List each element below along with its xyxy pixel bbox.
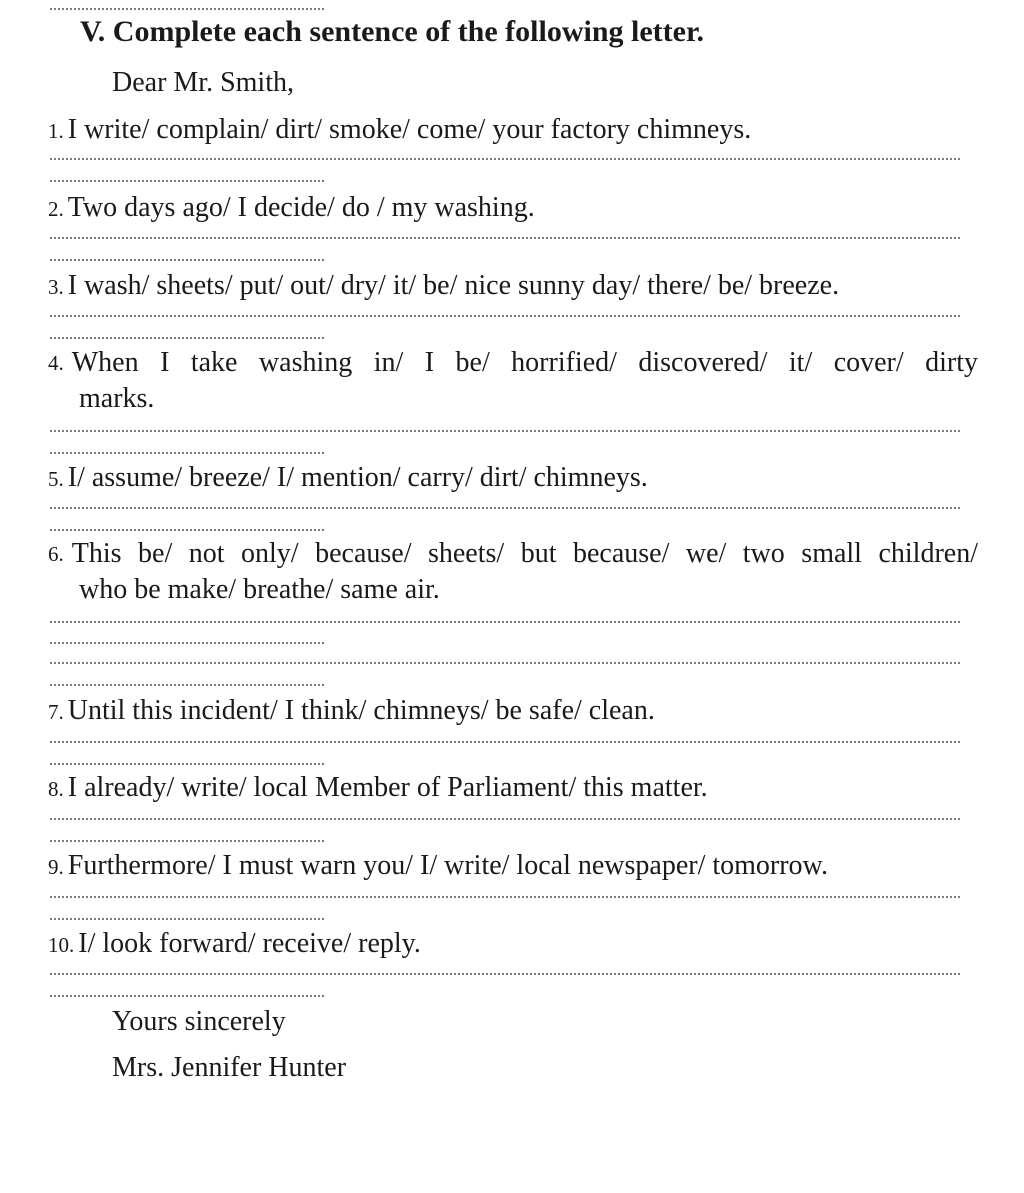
item-number: 6.: [48, 542, 64, 566]
answer-line[interactable]: [50, 896, 960, 898]
item-number: 3.: [48, 275, 64, 299]
item-number: 5.: [48, 467, 64, 491]
answer-line[interactable]: [50, 763, 324, 765]
answer-line[interactable]: [50, 237, 960, 239]
item-number: 4.: [48, 351, 64, 375]
item-number: 2.: [48, 197, 64, 221]
item-text: I/ look forward/ receive/ reply.: [78, 928, 421, 959]
answer-line[interactable]: [50, 642, 324, 644]
item-number: 1.: [48, 119, 64, 143]
exercise-heading: V. Complete each sentence of the following letter.: [80, 15, 705, 48]
letter-signature: Mrs. Jennifer Hunter: [112, 1052, 347, 1083]
exercise-item-9: [48, 849, 828, 884]
item-text: I wash/ sheets/ put/ out/ dry/ it/ be/ nice sunny day/ there/ be/ breeze.: [67, 270, 840, 301]
answer-line[interactable]: [50, 158, 960, 160]
item-text: Furthermore/ I must warn you/ I/ write/ local newspaper/ tomorrow.: [67, 850, 828, 881]
answer-line: [50, 8, 324, 10]
answer-line[interactable]: [50, 840, 324, 842]
exercise-item-6: [48, 536, 978, 608]
answer-line[interactable]: [50, 259, 324, 261]
letter-greeting: Dear Mr. Smith,: [112, 67, 294, 98]
answer-line[interactable]: [50, 741, 960, 743]
letter-closing: Yours sincerely: [112, 1006, 286, 1037]
item-text-line-2: who be make/ breathe/ same air.: [79, 574, 440, 605]
exercise-item-8: [48, 771, 708, 806]
exercise-item-2: [48, 191, 535, 226]
answer-line[interactable]: [50, 315, 960, 317]
exercise-item-3: [48, 269, 839, 304]
item-text-line-1: This be/ not only/ because/ sheets/ but because/ we/ two small children/: [71, 538, 978, 569]
answer-line[interactable]: [50, 684, 324, 686]
answer-line[interactable]: [50, 507, 960, 509]
answer-line[interactable]: [50, 973, 960, 975]
answer-line[interactable]: [50, 452, 324, 454]
answer-line[interactable]: [50, 662, 960, 664]
answer-line[interactable]: [50, 995, 324, 997]
item-number: 7.: [48, 700, 64, 724]
item-text: I already/ write/ local Member of Parliament/ this matter.: [67, 772, 708, 803]
item-number: 9.: [48, 855, 64, 879]
exercise-item-5: [48, 461, 648, 496]
exercise-item-7: [48, 694, 655, 729]
answer-line[interactable]: [50, 918, 324, 920]
answer-line[interactable]: [50, 818, 960, 820]
answer-line[interactable]: [50, 430, 960, 432]
answer-line[interactable]: [50, 621, 960, 623]
exercise-item-4: [48, 345, 978, 417]
item-number: 8.: [48, 777, 64, 801]
exercise-item-10: [48, 927, 421, 962]
item-text: Until this incident/ I think/ chimneys/ be safe/ clean.: [67, 695, 655, 726]
item-text: I write/ complain/ dirt/ smoke/ come/ your factory chimneys.: [67, 114, 752, 145]
item-text: Two days ago/ I decide/ do / my washing.: [67, 192, 535, 223]
item-number: 10.: [48, 933, 75, 957]
item-text: I/ assume/ breeze/ I/ mention/ carry/ dirt/ chimneys.: [67, 462, 648, 493]
answer-line[interactable]: [50, 529, 324, 531]
answer-line[interactable]: [50, 180, 324, 182]
item-text-line-1: When I take washing in/ I be/ horrified/ discovered/ it/ cover/ dirty: [71, 347, 978, 378]
item-text-line-2: marks.: [79, 383, 155, 414]
exercise-item-1: [48, 113, 751, 148]
answer-line[interactable]: [50, 337, 324, 339]
